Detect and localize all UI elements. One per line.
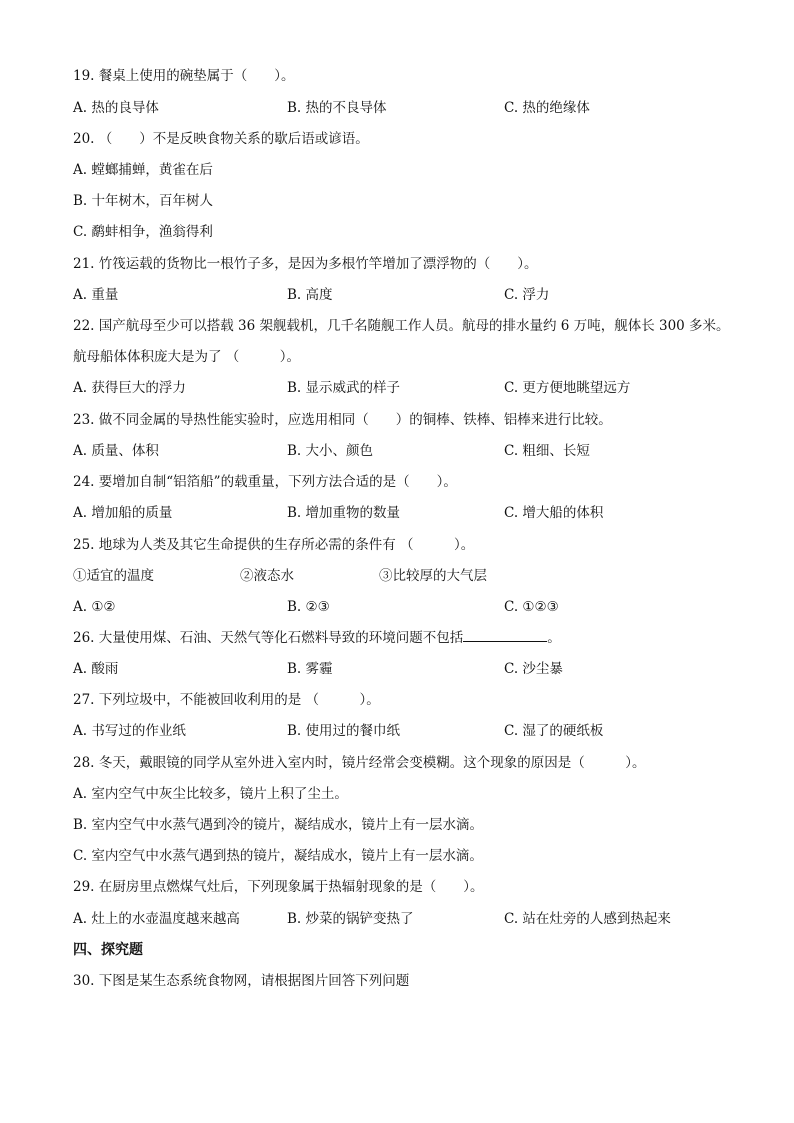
- q20-option-c: C. 鹬蚌相争，渔翁得利: [73, 224, 213, 240]
- q26-stem-end: 。: [547, 630, 561, 646]
- q24-option-b: B. 增加重物的数量: [287, 505, 401, 521]
- q22-option-b: B. 显示威武的样子: [287, 380, 401, 396]
- q27-stem: 27. 下列垃圾中，不能被回收利用的是 （ ）。: [73, 692, 380, 708]
- q29-option-a: A. 灶上的水壶温度越来越高: [73, 911, 240, 927]
- q28-option-a: A. 室内空气中灰尘比较多，镜片上积了尘土。: [73, 786, 348, 802]
- q23-option-c: C. 粗细、长短: [504, 443, 590, 459]
- q26-option-c: C. 沙尘暴: [504, 661, 563, 677]
- q20-stem: 20. （ ）不是反映食物关系的歇后语或谚语。: [73, 131, 369, 147]
- q27-option-b: B. 使用过的餐巾纸: [287, 723, 401, 739]
- q23-option-a: A. 质量、体积: [73, 443, 159, 459]
- q21-stem: 21. 竹筏运载的货物比一根竹子多，是因为多根竹竿增加了漂浮物的（ ）。: [73, 256, 538, 272]
- q29-stem: 29. 在厨房里点燃煤气灶后，下列现象属于热辐射现象的是（ ）。: [73, 879, 484, 895]
- q30-stem: 30. 下图是某生态系统食物网，请根据图片回答下列问题: [73, 973, 410, 989]
- q23-option-b: B. 大小、颜色: [287, 443, 374, 459]
- q22-option-a: A. 获得巨大的浮力: [73, 380, 186, 396]
- q22-stem-line1: 22. 国产航母至少可以搭载 36 架舰载机，几千名随舰工作人员。航母的排水量约 6 万吨，舰体长 300 多米。: [73, 318, 730, 334]
- q19-option-c: C. 热的绝缘体: [504, 100, 590, 116]
- q20-option-a: A. 螳螂捕蝉，黄雀在后: [73, 162, 213, 178]
- q25-statement-1: ①适宜的温度: [73, 568, 154, 584]
- q20-option-b: B. 十年树木，百年树人: [73, 193, 214, 209]
- q25-option-b: B. ②③: [287, 599, 330, 615]
- q25-option-a: A. ①②: [73, 599, 116, 615]
- q26-answer-blank[interactable]: [463, 629, 547, 642]
- q27-option-c: C. 湿了的硬纸板: [504, 723, 604, 739]
- q25-statement-2: ②液态水: [240, 568, 294, 584]
- q25-statement-3: ③比较厚的大气层: [379, 568, 487, 584]
- q25-option-c: C. ①②③: [504, 599, 559, 615]
- q19-option-b: B. 热的不良导体: [287, 100, 387, 116]
- q21-option-c: C. 浮力: [504, 287, 550, 303]
- section-heading: 四、探究题: [73, 942, 143, 958]
- q28-option-c: C. 室内空气中水蒸气遇到热的镜片，凝结成水，镜片上有一层水滴。: [73, 848, 483, 864]
- q26-stem-line: [73, 628, 754, 648]
- q26-stem: 26. 大量使用煤、石油、天然气等化石燃料导致的环境问题不包括: [73, 630, 464, 646]
- q22-stem-line2: 航母船体体积庞大是为了 （ ）。: [73, 349, 301, 365]
- q29-option-b: B. 炒菜的锅铲变热了: [287, 911, 414, 927]
- q24-option-a: A. 增加船的质量: [73, 505, 173, 521]
- q28-option-b: B. 室内空气中水蒸气遇到冷的镜片，凝结成水，镜片上有一层水滴。: [73, 817, 484, 833]
- q19-option-a: A. 热的良导体: [73, 100, 159, 116]
- q21-option-a: A. 重量: [73, 287, 119, 303]
- q26-option-a: A. 酸雨: [73, 661, 119, 677]
- q28-stem: 28. 冬天，戴眼镜的同学从室外进入室内时，镜片经常会变模糊。这个现象的原因是（ ）。: [73, 755, 646, 771]
- q21-option-b: B. 高度: [287, 287, 333, 303]
- q24-stem: 24. 要增加自制“铝箔船”的载重量，下列方法合适的是（ ）。: [73, 474, 457, 490]
- q24-option-c: C. 增大船的体积: [504, 505, 604, 521]
- q22-option-c: C. 更方便地眺望远方: [504, 380, 631, 396]
- q27-option-a: A. 书写过的作业纸: [73, 723, 186, 739]
- q26-option-b: B. 雾霾: [287, 661, 333, 677]
- q19-stem: 19. 餐桌上使用的碗垫属于（ ）。: [73, 68, 295, 84]
- q25-stem: 25. 地球为人类及其它生命提供的生存所必需的条件有 （ ）。: [73, 537, 475, 553]
- q23-stem: 23. 做不同金属的导热性能实验时，应选用相同（ ）的铜棒、铁棒、铝棒来进行比较。: [73, 412, 612, 428]
- q29-option-c: C. 站在灶旁的人感到热起来: [504, 911, 671, 927]
